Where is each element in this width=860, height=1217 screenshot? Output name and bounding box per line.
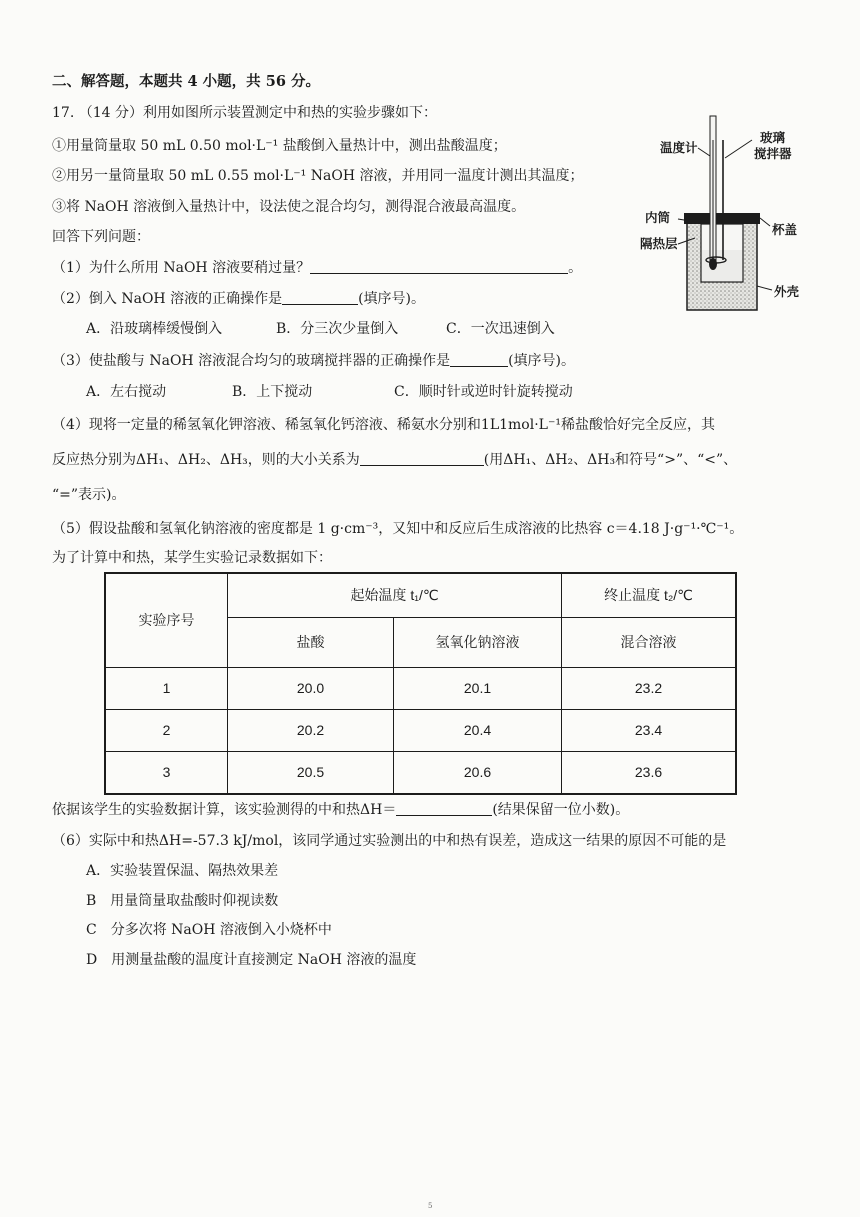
- q6-option-a: A．实验装置保温、隔热效果差: [86, 863, 279, 879]
- table-row: [105, 667, 736, 709]
- step-3: ③将 NaOH 溶液倒入量热计中，设法使之混合均匀，测得混合液最高温度。: [52, 199, 526, 215]
- answer-blank-5[interactable]: [396, 802, 492, 816]
- label-cup-lid: 杯盖: [772, 222, 798, 237]
- cell-seq: 3: [105, 751, 228, 794]
- question-5-calc: [52, 801, 629, 819]
- table-row: [105, 709, 736, 751]
- question-4-line-2b: (用ΔH₁、ΔH₂、ΔH₃和符号“>”、“<”、: [483, 452, 738, 468]
- cell-naoh: 20.4: [394, 709, 562, 751]
- cell-seq: 2: [105, 709, 228, 751]
- header-mix: 混合溶液: [562, 617, 737, 667]
- cell-mix: 23.6: [562, 751, 737, 794]
- q6-option-b: B 用量筒量取盐酸时仰视读数: [86, 893, 279, 909]
- cell-hcl: 20.5: [228, 751, 394, 794]
- page-number: 5: [428, 1202, 433, 1210]
- q2-option-c: C．一次迅速倒入: [446, 321, 555, 337]
- header-seq: 实验序号: [105, 573, 228, 667]
- label-thermometer: 温度计: [660, 140, 698, 155]
- section-title: 二、解答题，本题共 4 小题，共 56 分。: [52, 73, 320, 90]
- question-3-end: (填序号)。: [508, 353, 576, 369]
- question-4-line-3: “=”表示)。: [52, 487, 126, 503]
- question-2-end: (填序号)。: [358, 291, 426, 307]
- question-3-text: （3）使盐酸与 NaOH 溶液混合均匀的玻璃搅拌器的正确操作是: [52, 353, 451, 369]
- q17-intro: 17. （14 分）利用如图所示装置测定中和热的实验步骤如下：: [52, 105, 437, 121]
- question-4-line-2: [52, 451, 737, 469]
- question-5-line-1: （5）假设盐酸和氢氧化钠溶液的密度都是 1 g·cm⁻³，又知中和反应后生成溶液的比热容 c＝4.18 J·g⁻¹·℃⁻¹。: [52, 521, 744, 537]
- cell-mix: 23.2: [562, 667, 737, 709]
- question-4-line-2a: 反应热分别为ΔH₁、ΔH₂、ΔH₃，则的大小关系为: [52, 452, 360, 468]
- question-5-calc-text: 依据该学生的实验数据计算，该实验测得的中和热ΔH＝: [52, 802, 397, 818]
- cell-hcl: 20.0: [228, 667, 394, 709]
- header-start-temp: 起始温度 t₁/℃: [228, 573, 562, 617]
- label-glass-1: 玻璃: [760, 130, 786, 145]
- label-outer-shell: 外壳: [774, 284, 800, 299]
- header-hcl: 盐酸: [228, 617, 394, 667]
- label-glass-2: 搅拌器: [754, 146, 792, 161]
- header-naoh: 氢氧化钠溶液: [394, 617, 562, 667]
- answer-prompt: 回答下列问题：: [52, 229, 150, 245]
- label-insulation: 隔热层: [640, 236, 678, 251]
- table-row: [105, 751, 736, 794]
- answer-blank-3[interactable]: [450, 353, 508, 367]
- cell-seq: 1: [105, 667, 228, 709]
- question-5-line-2: 为了计算中和热，某学生实验记录数据如下：: [52, 550, 332, 566]
- question-2: [52, 290, 425, 308]
- q6-option-d: D 用测量盐酸的温度计直接测定 NaOH 溶液的温度: [86, 952, 417, 968]
- answer-blank-1[interactable]: [310, 260, 568, 274]
- header-end-temp: 终止温度 t₂/℃: [562, 573, 737, 617]
- q3-option-b: B．上下搅动: [232, 384, 313, 400]
- cell-mix: 23.4: [562, 709, 737, 751]
- question-6-line-1: （6）实际中和热ΔH=-57.3 kJ/mol，该同学通过实验测出的中和热有误差，造成这一结果的原因不可能的是: [52, 833, 727, 849]
- label-inner-tube: 内筒: [645, 210, 671, 225]
- q3-option-c: C．顺时针或逆时针旋转搅动: [394, 384, 573, 400]
- q6-option-c: C 分多次将 NaOH 溶液倒入小烧杯中: [86, 922, 332, 938]
- question-2-text: （2）倒入 NaOH 溶液的正确操作是: [52, 291, 283, 307]
- question-1-text: （1）为什么所用 NaOH 溶液要稍过量？: [52, 260, 311, 276]
- answer-blank-2[interactable]: [282, 291, 358, 305]
- step-1: ①用量筒量取 50 mL 0.50 mol·L⁻¹ 盐酸倒入量热计中，测出盐酸温度；: [52, 138, 507, 154]
- question-4-line-1: （4）现将一定量的稀氢氧化钾溶液、稀氢氧化钙溶液、稀氨水分别和1L1mol·L⁻¹稀盐酸恰好完全反应，其: [52, 417, 715, 433]
- question-1-end: 。: [568, 260, 583, 276]
- cell-naoh: 20.6: [394, 751, 562, 794]
- question-1: [52, 259, 582, 277]
- q3-option-a: A．左右搅动: [86, 384, 167, 400]
- question-5-calc-end: (结果保留一位小数)。: [492, 802, 630, 818]
- q2-option-a: A．沿玻璃棒缓慢倒入: [86, 321, 223, 337]
- answer-blank-4[interactable]: [360, 452, 484, 466]
- q2-option-b: B．分三次少量倒入: [276, 321, 399, 337]
- calorimeter-figure: [640, 110, 810, 320]
- experiment-data-table: [104, 572, 737, 795]
- question-3: [52, 352, 575, 370]
- cell-naoh: 20.1: [394, 667, 562, 709]
- cell-hcl: 20.2: [228, 709, 394, 751]
- step-2: ②用另一量筒量取 50 mL 0.55 mol·L⁻¹ NaOH 溶液，并用同一温度计测出其温度；: [52, 168, 584, 184]
